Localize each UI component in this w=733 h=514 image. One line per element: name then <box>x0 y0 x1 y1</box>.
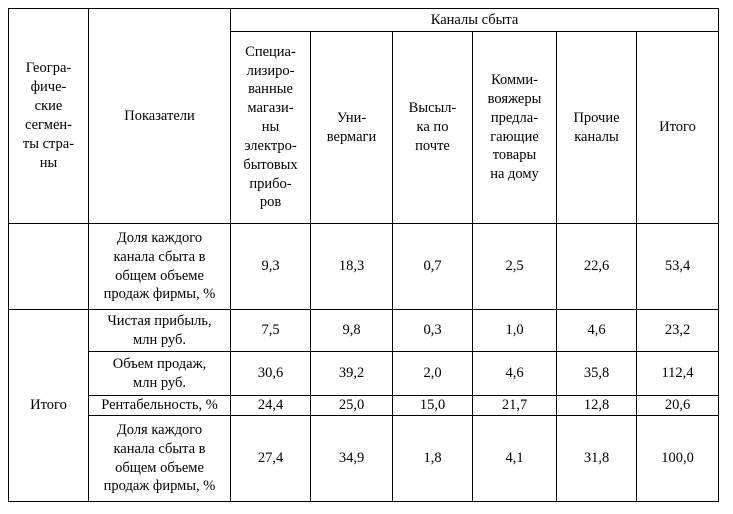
header-channel-other: Прочие каналы <box>557 32 637 224</box>
value-cell: 4,1 <box>473 416 557 502</box>
header-row-group <box>9 9 719 32</box>
header-channels-group: Каналы сбыта <box>231 9 719 32</box>
header-indicators: Показатели <box>89 9 231 224</box>
value-cell: 9,8 <box>311 310 393 352</box>
value-cell: 31,8 <box>557 416 637 502</box>
value-cell: 1,8 <box>393 416 473 502</box>
header-channel-specialized: Специа- лизиро- ванные магази- ны электро- бытовых прибо- ров <box>231 32 311 224</box>
value-cell: 2,0 <box>393 352 473 396</box>
segment-cell-total: Итого <box>9 310 89 502</box>
value-cell: 24,4 <box>231 396 311 416</box>
indicator-cell: Рентабельность, % <box>89 396 231 416</box>
value-cell: 100,0 <box>637 416 719 502</box>
table-row <box>9 416 719 502</box>
value-cell: 7,5 <box>231 310 311 352</box>
header-channel-door-to-door: Комми- вояжеры предла- гающие товары на дому <box>473 32 557 224</box>
value-cell: 112,4 <box>637 352 719 396</box>
value-cell: 18,3 <box>311 224 393 310</box>
sales-channels-table <box>8 8 719 502</box>
value-cell: 12,8 <box>557 396 637 416</box>
value-cell: 53,4 <box>637 224 719 310</box>
value-cell: 21,7 <box>473 396 557 416</box>
value-cell: 4,6 <box>557 310 637 352</box>
value-cell: 15,0 <box>393 396 473 416</box>
value-cell: 0,3 <box>393 310 473 352</box>
indicator-cell: Доля каждого канала сбыта в общем объеме продаж фирмы, % <box>89 416 231 502</box>
table-row <box>9 310 719 352</box>
segment-cell <box>9 224 89 310</box>
value-cell: 30,6 <box>231 352 311 396</box>
value-cell: 35,8 <box>557 352 637 396</box>
table-row <box>9 224 719 310</box>
header-channel-total: Итого <box>637 32 719 224</box>
value-cell: 22,6 <box>557 224 637 310</box>
value-cell: 0,7 <box>393 224 473 310</box>
value-cell: 2,5 <box>473 224 557 310</box>
header-segment: Геогра- фиче- ские сегмен- ты стра- ны <box>9 9 89 224</box>
value-cell: 20,6 <box>637 396 719 416</box>
value-cell: 4,6 <box>473 352 557 396</box>
value-cell: 27,4 <box>231 416 311 502</box>
value-cell: 1,0 <box>473 310 557 352</box>
header-channel-department: Уни- вермаги <box>311 32 393 224</box>
table-row <box>9 396 719 416</box>
value-cell: 9,3 <box>231 224 311 310</box>
value-cell: 25,0 <box>311 396 393 416</box>
header-channel-mail: Высыл- ка по почте <box>393 32 473 224</box>
indicator-cell: Чистая прибыль, млн руб. <box>89 310 231 352</box>
value-cell: 39,2 <box>311 352 393 396</box>
indicator-cell: Объем продаж, млн руб. <box>89 352 231 396</box>
value-cell: 34,9 <box>311 416 393 502</box>
indicator-cell: Доля каждого канала сбыта в общем объеме продаж фирмы, % <box>89 224 231 310</box>
table-row <box>9 352 719 396</box>
value-cell: 23,2 <box>637 310 719 352</box>
